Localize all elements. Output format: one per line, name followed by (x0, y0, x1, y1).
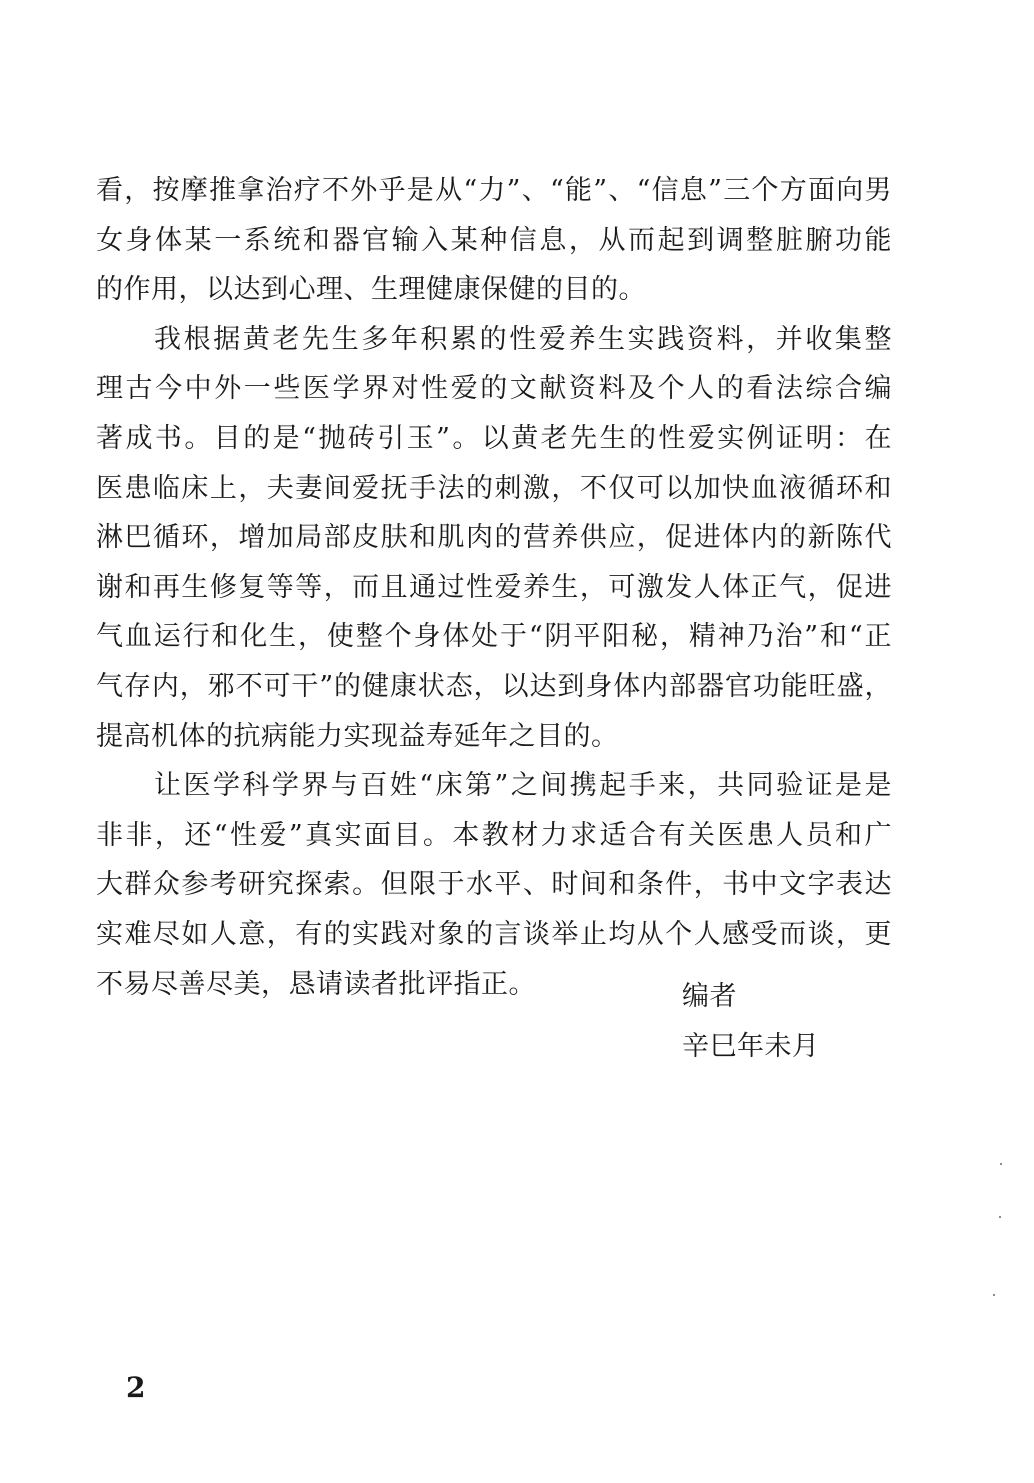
text-line: 大群众参考研究探索。但限于水平、时间和条件，书中文字表达 (96, 869, 892, 901)
text-line: 非非，还“性爱”真实面目。本教材力求适合有关医患人员和广 (96, 819, 892, 851)
text-line: 不易尽善尽美，恳请读者批评指正。 (96, 968, 536, 1000)
text-line: 实难尽如人意，有的实践对象的言谈举止均从个人感受而谈，更 (96, 918, 892, 950)
signature-author: 编者 (682, 981, 737, 1012)
text-line: 淋巴循环，增加局部皮肤和肌肉的营养供应，促进体内的新陈代 (96, 522, 892, 554)
scan-speck (999, 1216, 1001, 1218)
text-line: 理古今中外一些医学界对性爱的文献资料及个人的看法综合编 (96, 373, 892, 405)
scan-speck (1000, 1163, 1002, 1165)
text-line: 女身体某一系统和器官输入某种信息，从而起到调整脏腑功能 (96, 224, 892, 256)
text-line: 气存内，邪不可干”的健康状态，以达到身体内部器官功能旺盛， (96, 670, 892, 702)
text-line: 医患临床上，夫妻间爱抚手法的刺激，不仅可以加快血液循环和 (96, 472, 892, 504)
scan-speck (993, 1294, 995, 1296)
page-number: 2 (126, 1371, 146, 1404)
signature-block (682, 972, 820, 1072)
text-line: 的作用，以达到心理、生理健康保健的目的。 (96, 274, 646, 306)
text-line: 看，按摩推拿治疗不外乎是从“力”、“能”、“信息”三个方面向男 (96, 175, 892, 206)
text-line: 提高机体的抗病能力实现益寿延年之目的。 (96, 720, 619, 752)
text-line: 谢和再生修复等等，而且通过性爱养生，可激发人体正气，促进 (96, 571, 892, 603)
text-line: 气血运行和化生，使整个身体处于“阴平阳秘，精神乃治”和“正 (96, 621, 892, 653)
text-line: 我根据黄老先生多年积累的性爱养生实践资料，并收集整 (154, 323, 892, 355)
text-line: 著成书。目的是“抛砖引玉”。以黄老先生的性爱实例证明：在 (96, 422, 892, 454)
body-text (96, 166, 892, 1009)
text-line: 让医学科学界与百姓“床第”之间携起手来，共同验证是是 (154, 770, 892, 802)
signature-date: 辛巳年未月 (682, 1031, 820, 1062)
